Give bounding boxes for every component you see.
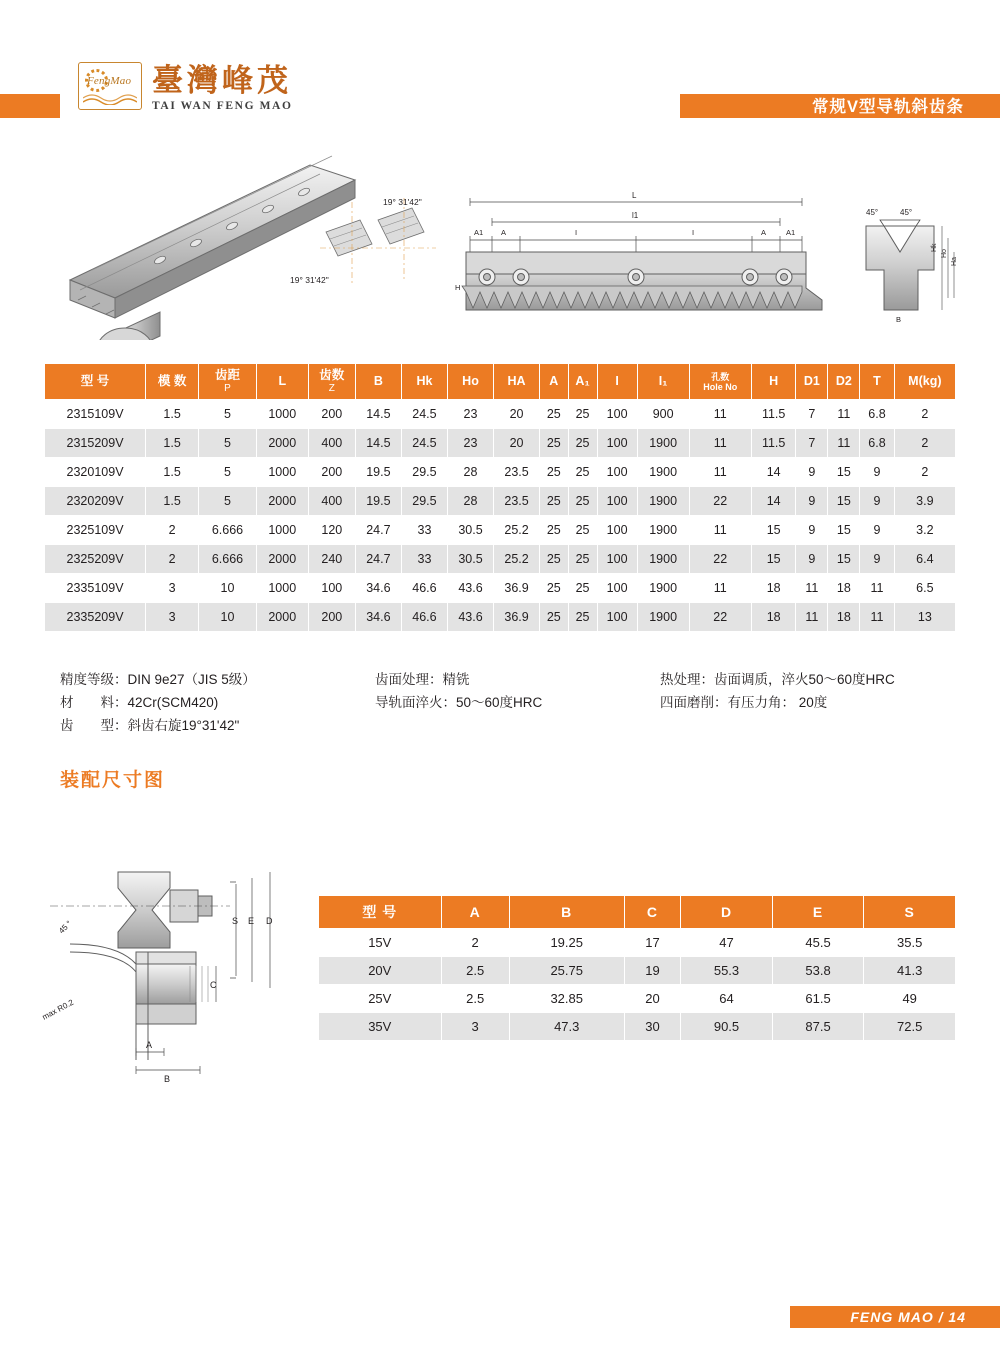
svg-text:A: A (761, 228, 767, 237)
cell-I1: 1900 (637, 545, 689, 574)
cell-I: 100 (597, 429, 637, 458)
spec-label: 齿面处理： (375, 672, 443, 687)
cell-Ho: 43.6 (447, 574, 493, 603)
cell-S: 35.5 (864, 929, 956, 957)
cell-B: 19.25 (509, 929, 624, 957)
col-header-L: L (256, 364, 308, 400)
cell-hole-no: 11 (689, 429, 751, 458)
cell-H: 18 (751, 574, 795, 603)
spec-line (660, 691, 895, 714)
cell-I1: 1900 (637, 574, 689, 603)
cell-T: 9 (860, 458, 894, 487)
cell-T: 9 (860, 487, 894, 516)
dim-col-header-D: D (681, 896, 773, 929)
col-header-weight: M(kg) (894, 364, 955, 400)
col-header-A: A (540, 364, 568, 400)
dim-col-header-S: S (864, 896, 956, 929)
cell-A: 25 (540, 487, 568, 516)
rack-cross-section (866, 208, 958, 324)
cell-weight: 2 (894, 458, 955, 487)
cell-D2: 18 (828, 603, 860, 632)
col-header-Ho: Ho (447, 364, 493, 400)
col-header-teeth: 齿数 Z (308, 364, 355, 400)
cell-model: 15V (319, 929, 442, 957)
svg-text:max R0.2: max R0.2 (40, 997, 76, 1022)
spec-line (375, 668, 542, 691)
svg-text:S: S (232, 916, 239, 926)
cell-pitch: 6.666 (199, 545, 257, 574)
cell-I: 100 (597, 545, 637, 574)
cell-model: 2335109V (45, 574, 146, 603)
dim-table-body (319, 929, 956, 1041)
cell-A1: 25 (568, 545, 597, 574)
page-footer (0, 1300, 1000, 1334)
table-row (45, 400, 956, 429)
cell-T: 11 (860, 603, 894, 632)
cell-I1: 1900 (637, 603, 689, 632)
cell-I: 100 (597, 574, 637, 603)
spec-value: 斜齿右旋19°31'42" (127, 718, 240, 733)
cell-B: 25.75 (509, 957, 624, 985)
cell-D1: 7 (796, 400, 828, 429)
col-header-model: 型 号 (45, 364, 146, 400)
cell-I1: 1900 (637, 487, 689, 516)
svg-text:C: C (210, 980, 217, 990)
spec-value: 42Cr(SCM420) (127, 695, 219, 710)
logo-english-name: TAI WAN FENG MAO (152, 100, 293, 112)
cell-A: 25 (540, 429, 568, 458)
cell-Ho: 30.5 (447, 516, 493, 545)
col-header-D1: D1 (796, 364, 828, 400)
cell-pitch: 5 (199, 429, 257, 458)
cell-teeth: 200 (308, 400, 355, 429)
cell-teeth: 400 (308, 429, 355, 458)
cell-Ho: 28 (447, 487, 493, 516)
cell-module: 1.5 (146, 487, 199, 516)
cell-A: 2 (441, 929, 509, 957)
col-header-T: T (860, 364, 894, 400)
cell-I1: 900 (637, 400, 689, 429)
cell-A: 25 (540, 574, 568, 603)
col-header-I1: I₁ (637, 364, 689, 400)
spec-label: 导轨面淬火： (375, 695, 456, 710)
cell-weight: 13 (894, 603, 955, 632)
cell-S: 72.5 (864, 1013, 956, 1041)
svg-text:I: I (692, 228, 695, 237)
table-row (45, 458, 956, 487)
footer-white-notch (0, 1306, 790, 1328)
cell-D2: 18 (828, 574, 860, 603)
cell-Hk: 33 (401, 516, 447, 545)
specification-table-body (45, 400, 956, 632)
table-row (45, 516, 956, 545)
cell-B: 14.5 (355, 429, 401, 458)
cell-L: 2000 (256, 603, 308, 632)
cell-T: 11 (860, 574, 894, 603)
col-header-D2: D2 (828, 364, 860, 400)
cell-Hk: 33 (401, 545, 447, 574)
table-row (319, 985, 956, 1013)
cell-A1: 25 (568, 429, 597, 458)
svg-text:A: A (146, 1040, 153, 1050)
cell-weight: 2 (894, 429, 955, 458)
svg-text:19° 31'42": 19° 31'42" (290, 275, 329, 285)
spec-label: 四面磨削： (660, 695, 728, 710)
table-row (45, 429, 956, 458)
cell-S: 41.3 (864, 957, 956, 985)
cell-model: 35V (319, 1013, 442, 1041)
col-header-hole-no: 孔数 Hole No (689, 364, 751, 400)
svg-text:A: A (501, 228, 507, 237)
cell-L: 2000 (256, 545, 308, 574)
cell-teeth: 120 (308, 516, 355, 545)
cell-D2: 15 (828, 487, 860, 516)
assembly-svg (40, 860, 310, 1100)
cell-I: 100 (597, 458, 637, 487)
cell-H: 15 (751, 516, 795, 545)
cell-D1: 11 (796, 603, 828, 632)
cell-L: 2000 (256, 487, 308, 516)
cell-A1: 25 (568, 574, 597, 603)
table-row (45, 603, 956, 632)
cell-weight: 6.5 (894, 574, 955, 603)
cell-I1: 1900 (637, 516, 689, 545)
cell-L: 1000 (256, 574, 308, 603)
cell-D1: 9 (796, 545, 828, 574)
cell-weight: 2 (894, 400, 955, 429)
assembly-dimension-table (318, 895, 956, 1041)
cell-pitch: 10 (199, 603, 257, 632)
cell-Hk: 46.6 (401, 574, 447, 603)
table-row (45, 487, 956, 516)
cell-teeth: 200 (308, 458, 355, 487)
cell-pitch: 5 (199, 458, 257, 487)
cell-L: 1000 (256, 516, 308, 545)
cell-B: 14.5 (355, 400, 401, 429)
svg-text:B: B (164, 1074, 171, 1084)
table-row (45, 574, 956, 603)
table-header-row (45, 364, 956, 400)
cell-I: 100 (597, 603, 637, 632)
dim-col-header-E: E (772, 896, 864, 929)
cell-H: 11.5 (751, 429, 795, 458)
cell-L: 1000 (256, 458, 308, 487)
cell-D: 55.3 (681, 957, 773, 985)
cell-A: 25 (540, 516, 568, 545)
page-title: 常规V型导轨斜齿条 (811, 98, 964, 116)
table-row (45, 545, 956, 574)
cell-D2: 11 (828, 429, 860, 458)
spec-value: 精铣 (442, 672, 470, 687)
cell-D1: 7 (796, 429, 828, 458)
logo-chinese-name: 臺灣峰茂 (152, 63, 292, 98)
col-header-A1: A₁ (568, 364, 597, 400)
assembly-drawing (40, 860, 310, 1100)
cell-Ho: 30.5 (447, 545, 493, 574)
svg-text:E: E (248, 916, 255, 926)
cell-A1: 25 (568, 516, 597, 545)
cell-T: 6.8 (860, 429, 894, 458)
cell-A: 3 (441, 1013, 509, 1041)
cell-Hk: 24.5 (401, 400, 447, 429)
cell-hole-no: 22 (689, 487, 751, 516)
spec-label: 齿 型： (60, 718, 128, 733)
cell-model: 2325109V (45, 516, 146, 545)
specification-table (44, 363, 956, 632)
svg-text:Ha: Ha (951, 257, 958, 266)
spec-column-1 (60, 668, 256, 737)
dim-col-header-B: B (509, 896, 624, 929)
cell-weight: 3.9 (894, 487, 955, 516)
cell-HA: 20 (494, 429, 540, 458)
cell-hole-no: 11 (689, 516, 751, 545)
cell-Hk: 46.6 (401, 603, 447, 632)
spec-label: 热处理： (660, 672, 714, 687)
cell-HA: 23.5 (494, 458, 540, 487)
cell-C: 30 (624, 1013, 681, 1041)
section-title-assembly: 装配尺寸图 (60, 770, 166, 791)
cell-T: 6.8 (860, 400, 894, 429)
cell-T: 9 (860, 516, 894, 545)
table-row (319, 957, 956, 985)
cell-B: 34.6 (355, 603, 401, 632)
cell-module: 1.5 (146, 458, 199, 487)
cell-D: 47 (681, 929, 773, 957)
cell-module: 3 (146, 574, 199, 603)
cell-D1: 9 (796, 487, 828, 516)
cell-A1: 25 (568, 400, 597, 429)
cell-A1: 25 (568, 487, 597, 516)
cell-A1: 25 (568, 458, 597, 487)
cell-B: 47.3 (509, 1013, 624, 1041)
svg-text:45°: 45° (866, 208, 879, 217)
cell-D2: 15 (828, 545, 860, 574)
svg-text:L: L (632, 191, 637, 200)
cell-pitch: 5 (199, 487, 257, 516)
svg-text:H: H (455, 283, 461, 292)
logo-text-block (152, 64, 293, 112)
svg-text:A1: A1 (786, 228, 796, 237)
cell-Ho: 43.6 (447, 603, 493, 632)
col-header-B: B (355, 364, 401, 400)
dim-col-header-C: C (624, 896, 681, 929)
cell-model: 2315109V (45, 400, 146, 429)
cell-hole-no: 22 (689, 603, 751, 632)
logo-script-text: FengMao (87, 75, 132, 87)
cell-D1: 9 (796, 516, 828, 545)
cell-hole-no: 11 (689, 574, 751, 603)
cell-weight: 6.4 (894, 545, 955, 574)
cell-A: 25 (540, 458, 568, 487)
spec-label: 精度等级： (60, 672, 128, 687)
cell-Ho: 23 (447, 400, 493, 429)
cell-D1: 11 (796, 574, 828, 603)
logo-mark-icon (78, 62, 142, 110)
cell-I: 100 (597, 487, 637, 516)
cell-D2: 11 (828, 400, 860, 429)
cell-teeth: 100 (308, 574, 355, 603)
cell-module: 1.5 (146, 400, 199, 429)
dim-col-header-model: 型 号 (319, 896, 442, 929)
cell-H: 11.5 (751, 400, 795, 429)
cell-model: 25V (319, 985, 442, 1013)
cell-pitch: 5 (199, 400, 257, 429)
cell-A: 25 (540, 545, 568, 574)
cell-Ho: 23 (447, 429, 493, 458)
cell-hole-no: 11 (689, 400, 751, 429)
spec-column-3 (660, 668, 895, 714)
cell-teeth: 200 (308, 603, 355, 632)
cell-B: 24.7 (355, 545, 401, 574)
dim-col-header-A: A (441, 896, 509, 929)
svg-text:B: B (896, 315, 902, 324)
cell-H: 15 (751, 545, 795, 574)
page-header (0, 62, 1000, 134)
col-header-H: H (751, 364, 795, 400)
svg-text:Ho: Ho (941, 249, 948, 258)
spec-line (60, 714, 256, 737)
col-header-HA: HA (494, 364, 540, 400)
cell-I1: 1900 (637, 458, 689, 487)
table-row (319, 1013, 956, 1041)
cell-A: 2.5 (441, 957, 509, 985)
spec-line (60, 691, 256, 714)
cell-D2: 15 (828, 458, 860, 487)
rack-side-view (455, 191, 822, 310)
cell-HA: 36.9 (494, 603, 540, 632)
svg-text:19° 31'42": 19° 31'42" (383, 197, 422, 207)
cell-model: 2315209V (45, 429, 146, 458)
spec-label: 材 料： (60, 695, 128, 710)
cell-D: 64 (681, 985, 773, 1013)
cell-teeth: 400 (308, 487, 355, 516)
wave-icon (83, 93, 137, 105)
cell-E: 45.5 (772, 929, 864, 957)
col-header-pitch: 齿距 P (199, 364, 257, 400)
cell-module: 2 (146, 545, 199, 574)
rack-3d-view (70, 156, 355, 340)
cell-model: 2335209V (45, 603, 146, 632)
svg-text:I: I (575, 228, 578, 237)
col-header-I: I (597, 364, 637, 400)
cell-Ho: 28 (447, 458, 493, 487)
cell-model: 20V (319, 957, 442, 985)
cell-teeth: 240 (308, 545, 355, 574)
cell-D: 90.5 (681, 1013, 773, 1041)
cell-E: 61.5 (772, 985, 864, 1013)
cell-A1: 25 (568, 603, 597, 632)
spec-line (660, 668, 895, 691)
svg-text:A1: A1 (474, 228, 484, 237)
cell-T: 9 (860, 545, 894, 574)
spec-column-2 (375, 668, 542, 714)
cell-I: 100 (597, 400, 637, 429)
cell-weight: 3.2 (894, 516, 955, 545)
illustration-svg (0, 140, 1000, 340)
cell-HA: 25.2 (494, 516, 540, 545)
cell-C: 17 (624, 929, 681, 957)
col-header-Hk: Hk (401, 364, 447, 400)
cell-model: 2325209V (45, 545, 146, 574)
cell-H: 14 (751, 487, 795, 516)
cell-H: 18 (751, 603, 795, 632)
cell-B: 19.5 (355, 458, 401, 487)
cell-module: 3 (146, 603, 199, 632)
cell-hole-no: 11 (689, 458, 751, 487)
cell-hole-no: 22 (689, 545, 751, 574)
cell-B: 34.6 (355, 574, 401, 603)
cell-module: 2 (146, 516, 199, 545)
cell-pitch: 6.666 (199, 516, 257, 545)
product-illustration (0, 140, 1000, 340)
cell-Hk: 29.5 (401, 458, 447, 487)
cell-E: 87.5 (772, 1013, 864, 1041)
cell-I: 100 (597, 516, 637, 545)
footer-page-number: FENG MAO / 14 (850, 1309, 966, 1325)
cell-HA: 36.9 (494, 574, 540, 603)
cell-A: 25 (540, 400, 568, 429)
cell-B: 24.7 (355, 516, 401, 545)
cell-I1: 1900 (637, 429, 689, 458)
cell-module: 1.5 (146, 429, 199, 458)
cell-HA: 25.2 (494, 545, 540, 574)
cell-C: 20 (624, 985, 681, 1013)
brand-logo (78, 62, 293, 112)
cell-L: 1000 (256, 400, 308, 429)
svg-text:45°: 45° (900, 208, 913, 217)
cell-C: 19 (624, 957, 681, 985)
col-header-module: 模 数 (146, 364, 199, 400)
cell-Hk: 24.5 (401, 429, 447, 458)
cell-D2: 15 (828, 516, 860, 545)
cell-HA: 23.5 (494, 487, 540, 516)
cell-model: 2320109V (45, 458, 146, 487)
spec-line (375, 691, 542, 714)
spec-value: 有压力角： 20度 (727, 695, 828, 710)
cell-Hk: 29.5 (401, 487, 447, 516)
spec-value: DIN 9e27（JIS 5级） (127, 672, 256, 687)
cell-S: 49 (864, 985, 956, 1013)
cell-E: 53.8 (772, 957, 864, 985)
cell-A: 25 (540, 603, 568, 632)
cell-D1: 9 (796, 458, 828, 487)
svg-text:Hk: Hk (931, 243, 938, 252)
table-row (319, 929, 956, 957)
svg-text:D: D (266, 916, 273, 926)
spec-value: 50～60度HRC (456, 695, 543, 710)
svg-text:l1: l1 (632, 211, 639, 220)
cell-A: 2.5 (441, 985, 509, 1013)
cell-H: 14 (751, 458, 795, 487)
svg-text:45 °: 45 ° (57, 918, 74, 936)
cell-pitch: 10 (199, 574, 257, 603)
cell-B: 19.5 (355, 487, 401, 516)
dim-table-header-row (319, 896, 956, 929)
cell-model: 2320209V (45, 487, 146, 516)
spec-value: 齿面调质，淬火50～60度HRC (714, 672, 895, 687)
spec-line (60, 668, 256, 691)
cell-L: 2000 (256, 429, 308, 458)
cell-B: 32.85 (509, 985, 624, 1013)
cell-HA: 20 (494, 400, 540, 429)
